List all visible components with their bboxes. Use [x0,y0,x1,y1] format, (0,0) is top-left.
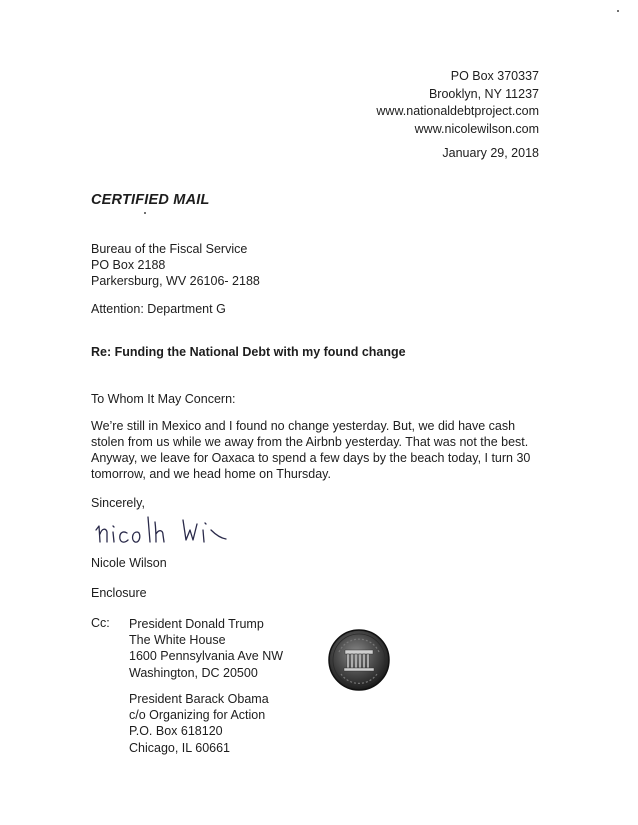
sender-website-2: www.nicolewilson.com [414,121,539,136]
attention-line: Attention: Department G [91,302,226,316]
sender-po-box: PO Box 370337 [450,69,539,83]
cc-recipient-line: P.O. Box 618120 [129,724,223,739]
cc-recipient-trump [129,616,283,681]
cc-recipient-line: c/o Organizing for Action [129,708,266,723]
body-line: tomorrow, and we head home on Thursday. [91,467,331,481]
cc-recipient-line: The White House [129,633,226,648]
letter-body [91,418,530,482]
signer-name: Nicole Wilson [91,556,167,570]
cc-recipient-obama [129,691,269,756]
handwritten-signature [93,512,233,552]
recipient-address-block [91,241,260,289]
sender-city: Brooklyn, NY 11237 [428,86,539,101]
cc-label: Cc: [91,616,110,630]
salutation: To Whom It May Concern: [91,392,236,406]
cc-recipient-line: Chicago, IL 60661 [129,740,231,755]
closing: Sincerely, [91,496,145,510]
body-line: Anyway, we leave for Oaxaca to spend a few days by the beach today, I turn 30 [91,451,531,465]
body-line: We’re still in Mexico and I found no change yesterday. But, we did have cash [91,419,516,433]
cc-recipient-line: 1600 Pennsylvania Ave NW [129,649,284,664]
body-line: stolen from us while we away from the Airbnb yesterday. That was not the best. [91,435,529,449]
certified-mail-heading: CERTIFIED MAIL [91,192,210,208]
recipient-name: Bureau of the Fiscal Service [91,242,248,256]
cc-recipient-name: President Donald Trump [129,617,264,631]
letter-date: January 29, 2018 [442,146,539,160]
penny-icon [327,628,391,692]
sender-address-block [376,68,539,138]
enclosure-label: Enclosure [91,586,147,600]
scan-speck [617,10,619,12]
sender-website-1: www.nationaldebtproject.com [376,104,539,118]
recipient-city: Parkersburg, WV 26106- 2188 [91,274,260,288]
subject-line: Re: Funding the National Debt with my found change [91,345,406,359]
cc-recipient-name: President Barack Obama [129,692,269,706]
cc-recipient-line: Washington, DC 20500 [129,665,258,680]
scan-speck [144,212,146,214]
recipient-po-box: PO Box 2188 [91,258,166,272]
